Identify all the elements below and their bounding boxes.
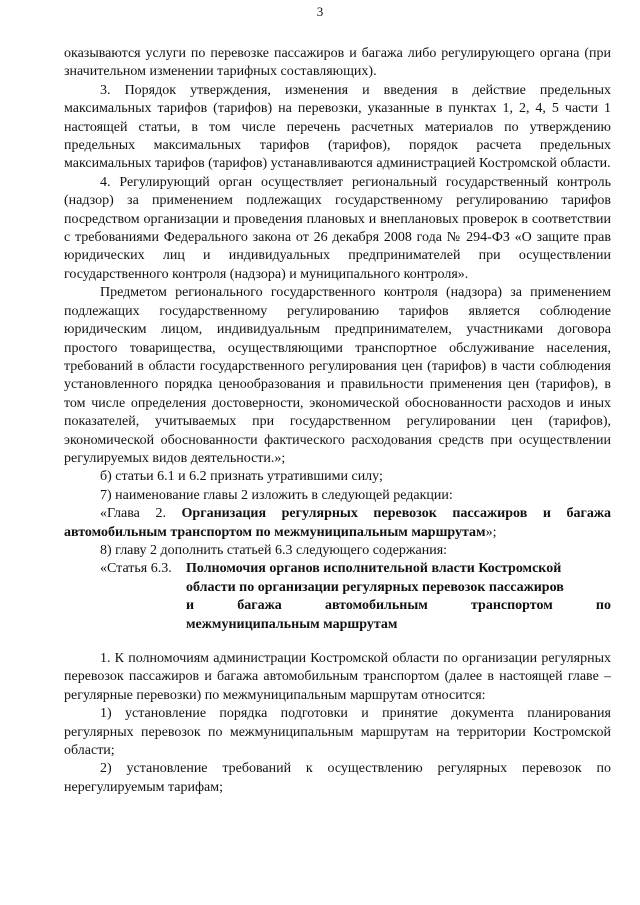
article-6-3-item-2: 2) установление требований к осуществлению регулярных перевозок по нерегулируемым тарифам;	[64, 761, 611, 795]
paragraph-continuation: оказываются услуги по перевозке пассажиров и багажа либо регулирующего органа (при значительном изменении тарифных составляющих).	[64, 46, 611, 80]
spacer	[64, 634, 611, 650]
article-label: «Статья 6.3.	[100, 561, 172, 577]
article-title-line: межмуниципальным маршрутам	[186, 616, 398, 632]
paragraph-control-subject: Предметом регионального государственного контроля (надзора) за применением подлежащих государственному регулированию тарифов является соблюдение юридическим лицом, индивидуальным предпринимателем, участниками договора простого товарищества, осуществляющими транспортное обслуживание населения, требований в области государственного регулирования цен (тарифов) в части соблюдения установленного порядка ценообразования и правильности применения цен (тарифов), в том числе определения достоверности, экономической обоснованности расходов и иных показателей, учитываемых при государственном регулировании цен (тарифов), экономической обоснованности фактического расходования средств при осуществлении регулируемых видов деятельности.»;	[64, 285, 611, 466]
article-title-line: и багажа автомобильным транспортом по	[186, 598, 611, 614]
article-title-line: области по организации регулярных перевозок пассажиров	[186, 579, 564, 595]
chapter-title: Организация регулярных перевозок пассажиров и багажа автомобильным транспортом по межмуниципальным маршрутам	[64, 506, 611, 540]
paragraph-item-4: 4. Регулирующий орган осуществляет региональный государственный контроль (надзор) за применением подлежащих государственному регулированию тарифов посредством организации и проведения плановых и внеплановых проверок в соответствии с требованиями Федерального закона от 26 декабря 2008 года № 294-ФЗ «О защите прав юридических лиц и индивидуальных предпринимателей при осуществлении государственного контроля (надзора) и муниципального контроля».	[64, 174, 611, 282]
chapter-2-heading	[64, 505, 611, 542]
paragraph-item-8: 8) главу 2 дополнить статьей 6.3 следующего содержания:	[100, 542, 448, 558]
paragraph-item-3: 3. Порядок утверждения, изменения и введения в действие предельных максимальных тарифов (тарифов) на перевозки, указанные в пунктах 1, 2, 4, 5 части 1 настоящей статьи, в том числе перечень расчетных материалов по утверждению предельных максимальных тарифов (тарифов), порядок расчета предельных максимальных тарифов (тарифов) устанавливаются администрацией Костромской области.	[64, 82, 611, 172]
paragraph-item-7: 7) наименование главы 2 изложить в следующей редакции:	[100, 487, 453, 503]
document-body	[64, 45, 611, 797]
article-6-3-item-1: 1) установление порядка подготовки и принятие документа планирования регулярных перевозок по межмуниципальным маршрутам на территории Костромской области;	[64, 706, 611, 759]
article-6-3-part-1: 1. К полномочиям администрации Костромской области по организации регулярных перевозок пассажиров и багажа автомобильным транспортом (далее в настоящей главе – регулярные перевозки) по межмуниципальным маршрутам относится:	[64, 651, 611, 703]
paragraph-subitem-b: б) статьи 6.1 и 6.2 признать утратившими силу;	[100, 469, 383, 485]
article-title	[186, 560, 611, 634]
chapter-label: «Глава 2.	[100, 506, 182, 522]
page-number: 3	[316, 4, 324, 19]
article-title-line: Полномочия органов исполнительной власти Костромской	[186, 561, 562, 577]
article-6-3-heading	[64, 560, 611, 634]
chapter-suffix: »;	[485, 524, 497, 540]
